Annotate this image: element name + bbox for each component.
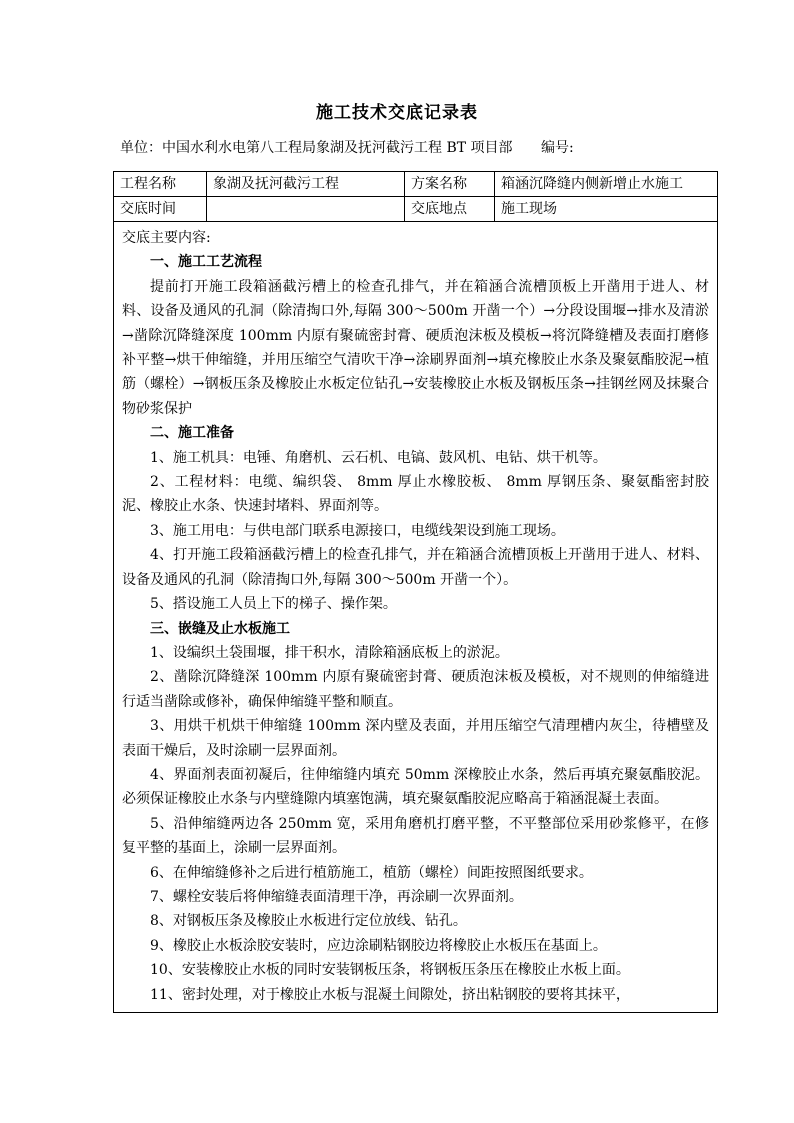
briefing-time-label: 交底时间	[114, 197, 207, 221]
paragraph: 9、橡胶止水板涂胶安装时，应边涂刷粘钢胶边将橡胶止水板压在基面上。	[150, 937, 607, 954]
paragraph: 4、打开施工段箱涵截污槽上的检查孔排气，并在箱涵合流槽顶板上开凿用于进人、材料、设备及通风的孔洞（除清掏口外,每隔 300～500m 开凿一个）。	[122, 547, 709, 588]
briefing-content	[114, 222, 717, 1007]
project-name-value: 象湖及抚河截污工程	[207, 172, 405, 196]
section-heading: 二、施工准备	[150, 425, 234, 442]
project-name-label: 工程名称	[114, 172, 207, 196]
record-table	[113, 171, 718, 1013]
paragraph: 5、沿伸缩缝两边各 250mm 宽，采用角磨机打磨平整，不平整部位采用砂浆修平，在修复平整的基面上，涂刷一层界面剂。	[122, 815, 709, 857]
briefing-location-value: 施工现场	[501, 201, 557, 217]
paragraph: 2、凿除沉降缝深 100mm 内原有聚硫密封膏、硬质泡沫板及模板，对不规则的伸缩缝进行适当凿除或修补，确保伸缩缝平整和顺直。	[122, 669, 709, 710]
paragraph: 3、施工用电：与供电部门联系电源接口，电缆线架设到施工现场。	[150, 522, 565, 539]
plan-name-value: 箱涵沉降缝内侧新增止水施工	[501, 176, 683, 192]
document-title: 施工技术交底记录表	[316, 103, 478, 123]
paragraph: 4、界面剂表面初凝后，往伸缩缝内填充 50mm 深橡胶止水条，然后再填充聚氨酯胶泥。必须保证橡胶止水条与内壁缝隙内填塞饱满，填充聚氨酯胶泥应略高于箱涵混凝土表面。	[122, 766, 709, 808]
paragraph: 3、用烘干机烘干伸缩缝 100mm 深内壁及表面，并用压缩空气清理槽内灰尘，待槽壁及表面干燥后，及时涂刷一层界面剂。	[122, 718, 709, 759]
paragraph: 8、对钢板压条及橡胶止水板进行定位放线、钻孔。	[150, 913, 467, 930]
paragraph: 提前打开施工段箱涵截污槽上的检查孔排气，并在箱涵合流槽顶板上开凿用于进人、材料、设备及通风的孔洞（除清掏口外,每隔 300～500m 开凿一个）→分段设围堰→排水及清淤→凿除沉降缝深度 100mm 内原有聚硫密封膏、硬质泡沫板及模板→将沉降缝槽及表面打磨修补平整→烘干伸缩缝，并用压缩空气清吹干净→涂刷界面剂→填充橡胶止水条及聚氨酯胶泥→植筋（螺栓）→钢板压条及橡胶止水板定位钻孔→安装橡胶止水板及钢板压条→挂钢丝网及抹聚合物砂浆保护	[122, 278, 709, 417]
paragraph: 6、在伸缩缝修补之后进行植筋施工，植筋（螺栓）间距按照图纸要求。	[150, 864, 593, 881]
paragraph: 1、施工机具：电锤、角磨机、云石机、电镐、鼓风机、电钻、烘干机等。	[150, 449, 607, 466]
unit-text: 单位：中国水利水电第八工程局象湖及抚河截污工程 BT 项目部	[120, 140, 513, 156]
number-label: 编号:	[540, 140, 574, 156]
paragraph: 7、螺栓安装后将伸缩缝表面清理干净，再涂刷一次界面剂。	[150, 888, 523, 905]
briefing-time-value	[207, 197, 405, 221]
header-row-1	[114, 172, 717, 197]
paragraph: 1、设编织土袋围堰，排干积水，清除箱涵底板上的淤泥。	[150, 644, 509, 661]
section-heading: 三、嵌缝及止水板施工	[150, 620, 290, 637]
unit-line	[120, 137, 574, 157]
plan-name-label: 方案名称	[405, 172, 495, 196]
paragraph: 10、安装橡胶止水板的同时安装钢板压条，将钢板压条压在橡胶止水板上面。	[150, 962, 630, 979]
briefing-location-label: 交底地点	[405, 197, 495, 221]
section-heading: 一、施工工艺流程	[150, 254, 262, 271]
paragraph: 5、搭设施工人员上下的梯子、操作架。	[150, 596, 397, 613]
paragraph: 11、密封处理，对于橡胶止水板与混凝土间隙处，挤出粘钢胶的要将其抹平，	[150, 986, 630, 1003]
content-label: 交底主要内容:	[122, 230, 211, 246]
paragraph: 2、工程材料：电缆、编织袋、 8mm 厚止水橡胶板、 8mm 厚钢压条、聚氨酯密封胶泥、橡胶止水条、快速封堵料、界面剂等。	[122, 474, 709, 515]
header-row-2	[114, 197, 717, 222]
